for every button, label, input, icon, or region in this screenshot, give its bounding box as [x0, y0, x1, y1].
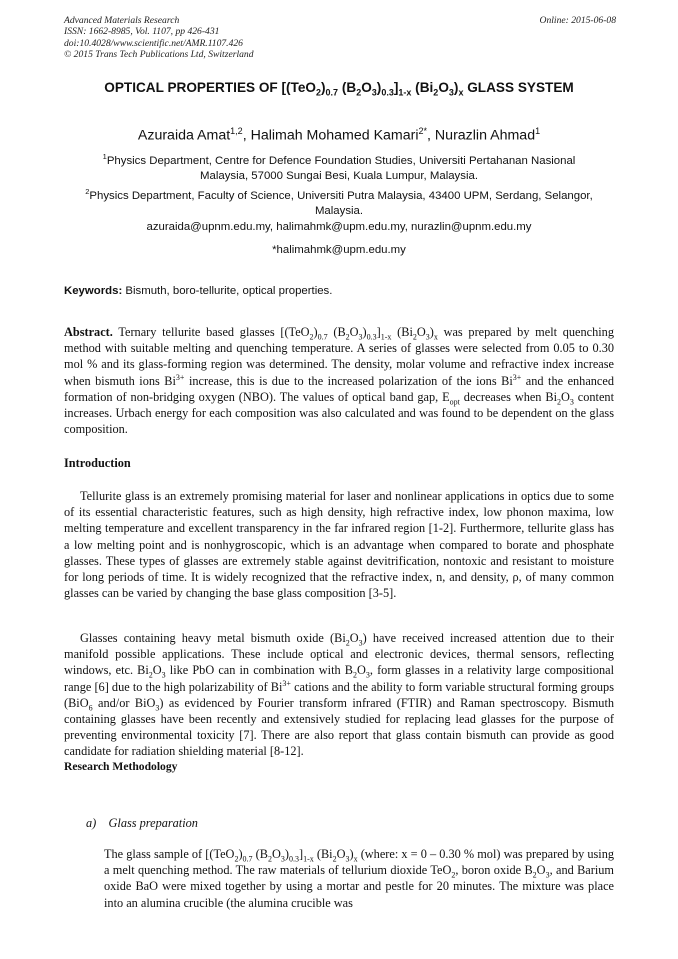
methodology-heading: Research Methodology	[64, 760, 178, 773]
introduction-paragraph-1: Tellurite glass is an extremely promising material for laser and nonlinear applications in optics due to some of its essential characteristic features, such as high density, high refractive index, low phonon maxima, low melting temperature and excellent transparency in the far infrared region [1-2]. Furthermore, tellurite glass has a low melting point and is nonhygroscopic, which is an advantage when compared to borate and phosphate glasses. These types of glasses are extremely stable against devitrification, nontoxic and resistant to moisture for long periods of time. It is widely recognized that the refractive index, n, and density, ρ, of many common glasses can be varied by changing the base glass composition [3-5].	[64, 489, 614, 601]
keywords	[64, 284, 332, 299]
paper-title: OPTICAL PROPERTIES OF [$(TeO_2)_{0.7}$ $(B_2O_3)_{0.3}]_{1-x}$ $(Bi_2O_3)_x$ GLASS SYSTEM	[104, 80, 574, 98]
corresponding-email: *halimahmk@upm.edu.my	[272, 244, 406, 256]
methodology-paragraph-1: The glass sample of [$(TeO_2)_{0.7}$ $(B_2O_3)_{0.3}]_{1-x}$ $(Bi_2O_3)_x$ (where: x = 0 – 0.30 % mol) was prepared by using a melt quenching method. The raw materials of tellurium dioxide TeO$_2$, boron oxide $B_2O_3$, and Barium oxide BaO were mixed together by using a mortar and pestle for 20 minutes. The mixture was place into an alumina crucible (the alumina crucible was	[104, 847, 615, 910]
author-emails: azuraida@upnm.edu.my, halimahmk@upm.edu.my, nurazlin@upnm.edu.my	[146, 221, 532, 233]
copyright-line: © 2015 Trans Tech Publications Ltd, Switzerland	[64, 49, 254, 61]
online-date: Online: 2015-06-08	[539, 15, 616, 26]
issn-line: ISSN: 1662-8985, Vol. 1107, pp 426-431	[64, 26, 220, 38]
author-list: Azuraida Amat$^{1,2}$, Halimah Mohamed Kamari$^{2*}$, Nurazlin Ahmad$^1$	[137, 126, 541, 144]
doi-line: doi:10.4028/www.scientific.net/AMR.1107.426	[64, 37, 243, 49]
abstract: Abstract. Ternary tellurite based glasses [$(TeO_2)_{0.7}$ $(B_2O_3)_{0.3}]_{1-x}$ $(Bi_2O_3)_x$ was prepared by melt quenching method with suitable melting and quenching temperature. A series of glasses were selected from 0.05 to 0.30 mol % and its glass-forming region was determined. The density, molar volume and refractive index increase when bismuth ions $Bi^{3+}$ increase, this is due to the increased polarization of the ions $Bi^{3+}$ and the enhanced formation of non-bridging oxygen (NBO). The values of optical band gap, $E_{opt}$ decreases when $Bi_2O_3$ content increases. Urbach energy for each composition was also calculated and was found to be dependent on the glass composition.	[64, 325, 614, 437]
keywords-label: Keywords:	[64, 285, 123, 297]
introduction-paragraph-2: Glasses containing heavy metal bismuth oxide $(Bi_2O_3)$ have received increased attention due to their manifold possible applications. These include optical and electronic devices, thermal sensors, reflecting windows, etc. $Bi_2O_3$ like PbO can in combination with $B_2O_3$, form glasses in a relativity large compositional range [6] due to the high polarizability of $Bi^{3+}$ cations and the ability to form variable structural forming groups (BiO$_6$ and/or BiO$_3$) as evidenced by Fourier transform infrared (FTIR) and Raman spectroscopy. Bismuth containing glasses have been recently and extensively studied for replacing lead glasses for the purpose of preventing environmental toxicity [7]. There are also report that glass contain bismuth can provide as good candidate for radiation shielding material [8-12].	[64, 631, 615, 759]
glass-preparation-subheading: a) Glass preparation	[86, 816, 198, 830]
abstract-label: Abstract.	[64, 325, 113, 339]
introduction-heading: Introduction	[64, 456, 131, 470]
journal-name: Advanced Materials Research	[64, 15, 180, 26]
keywords-text: Bismuth, boro-tellurite, optical properties.	[122, 285, 333, 297]
affiliation-1: $^1$Physics Department, Centre for Defence Foundation Studies, Universiti Pertahanan Nasional Malaysia, 57000 Sungai Besi, Kuala Lumpur, Malaysia.	[102, 152, 576, 183]
affiliation-2: $^2$Physics Department, Faculty of Science, Universiti Putra Malaysia, 43400 UPM, Serdang, Selangor, Malaysia.	[85, 187, 593, 218]
journal-header	[64, 15, 616, 61]
